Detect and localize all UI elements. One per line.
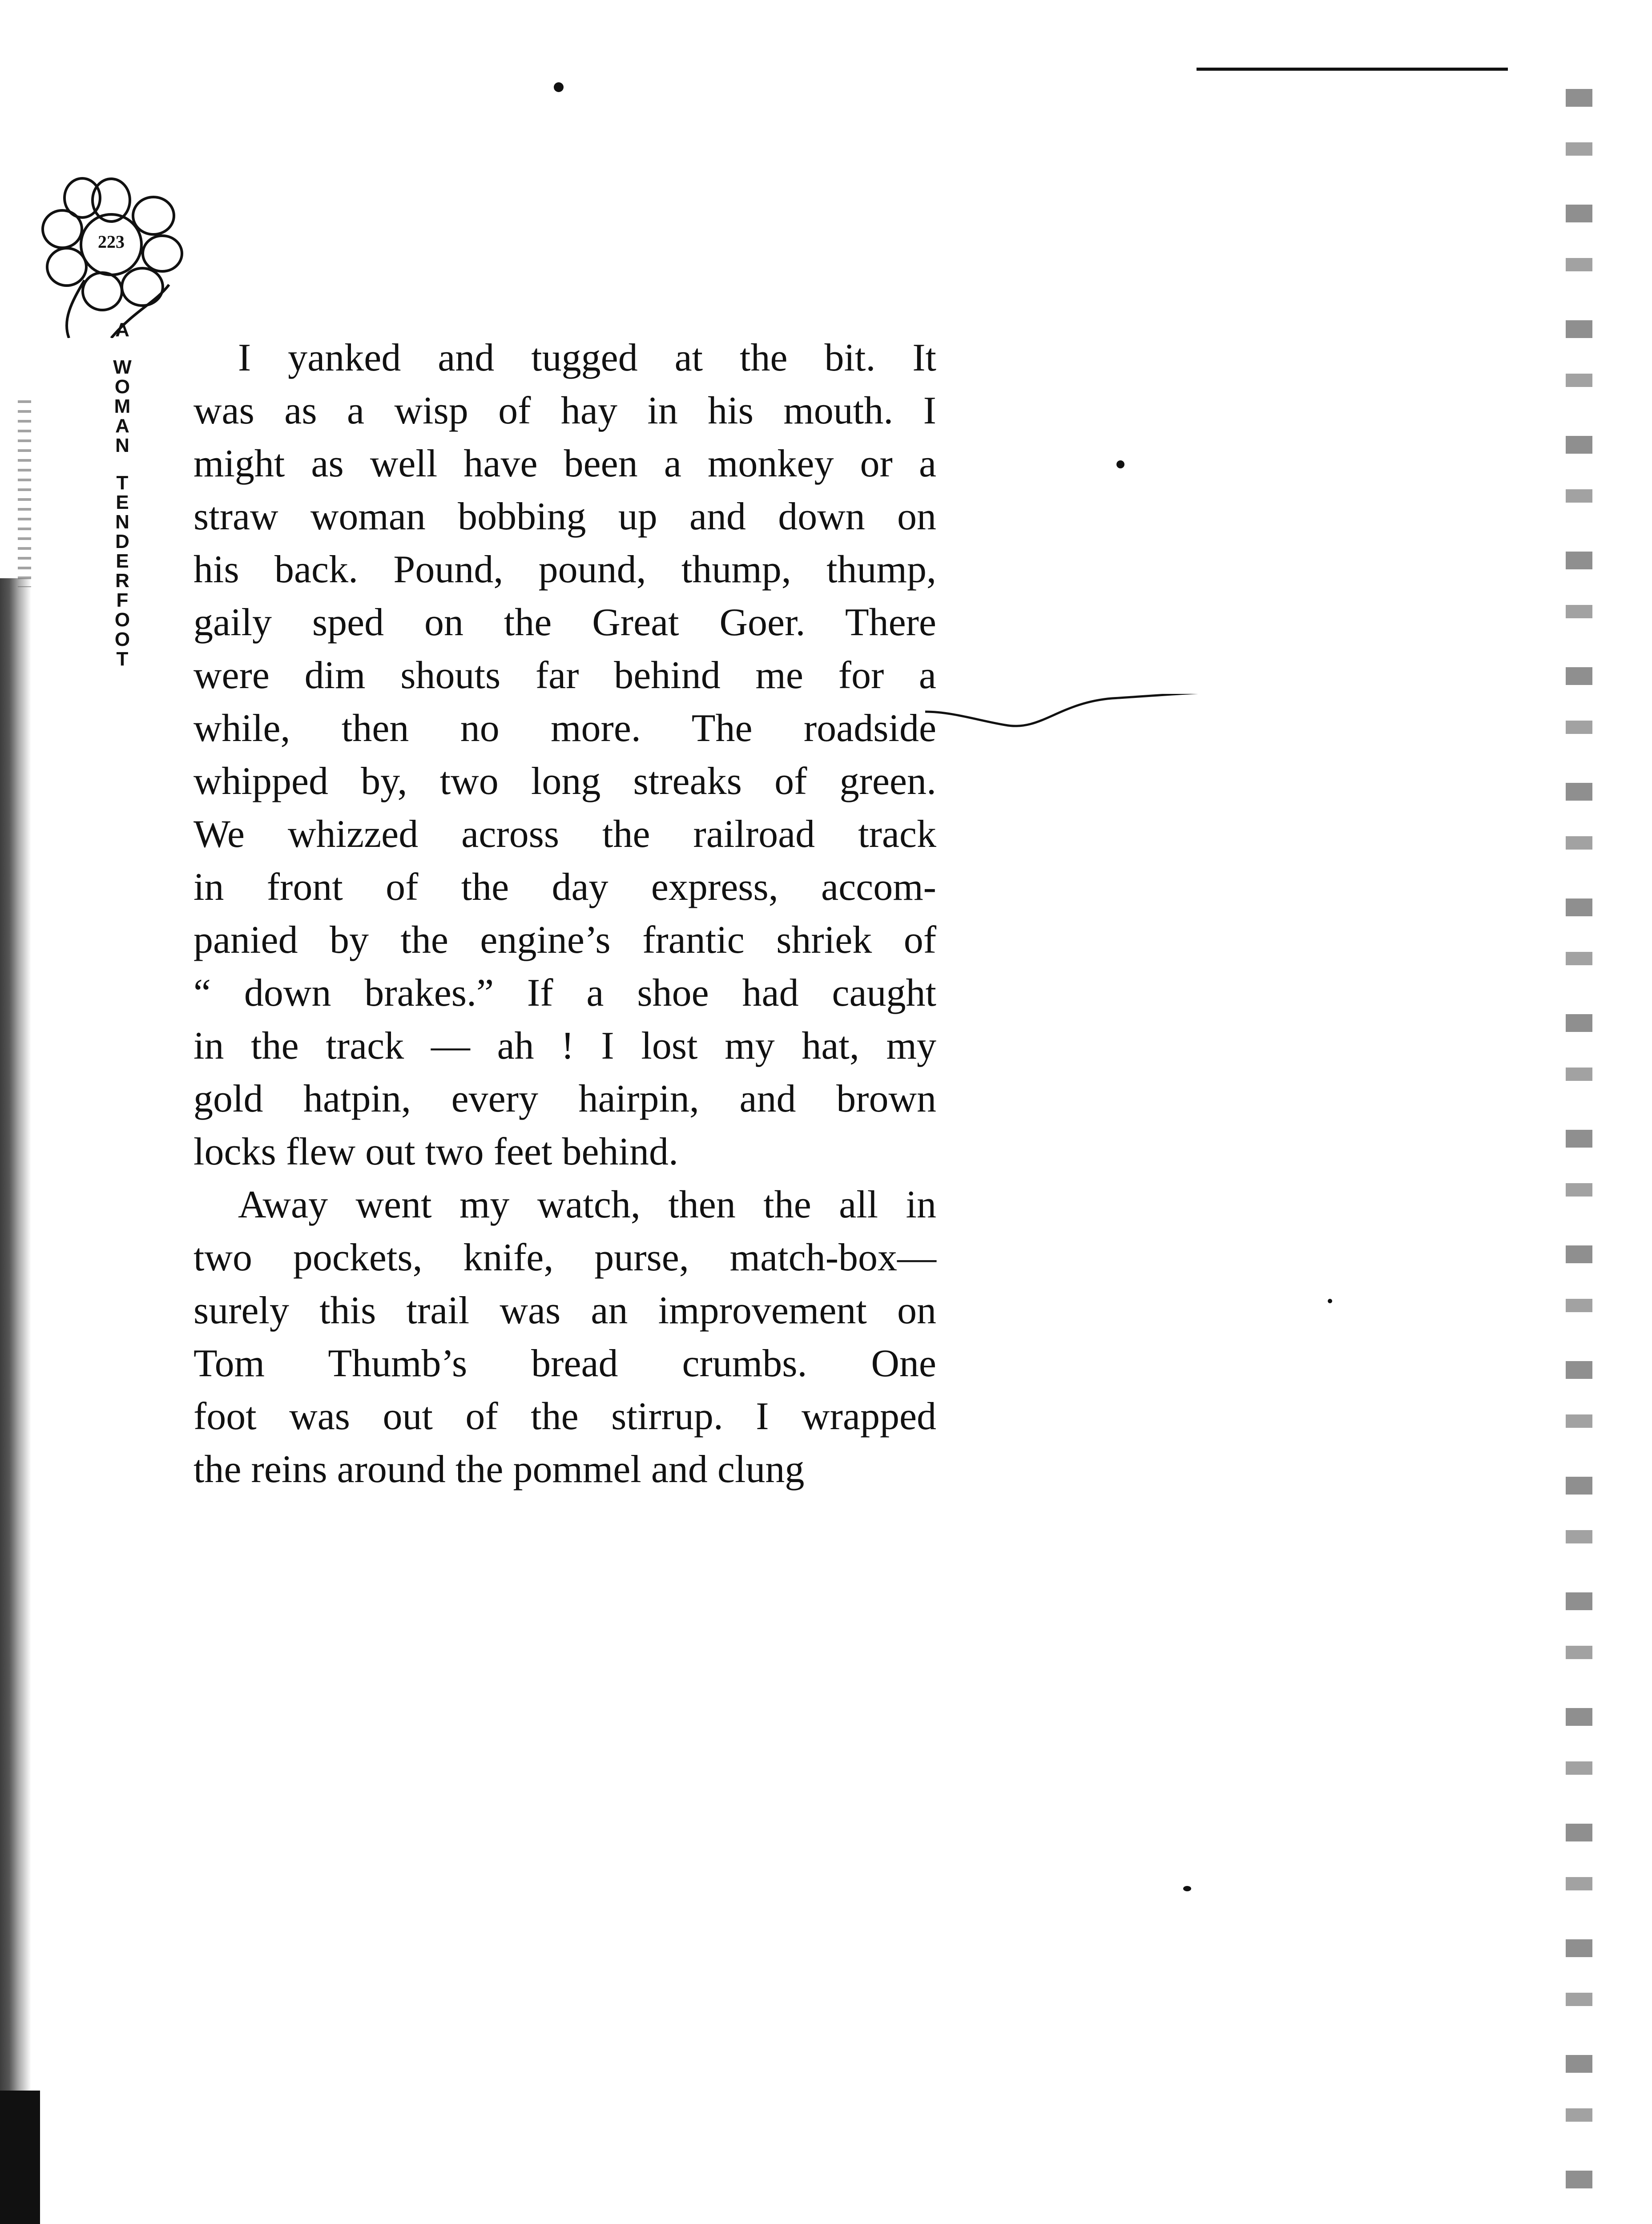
paragraph <box>193 1178 936 1496</box>
binding-shadow-foot <box>0 2091 40 2224</box>
text-line: in front of the day express, accom- <box>193 866 936 909</box>
text-line: might as well have been a monkey or a <box>193 442 936 485</box>
running-title <box>105 320 140 669</box>
text-line: locks flew out two feet behind. <box>193 1130 678 1173</box>
text-line: was as a wisp of hay in his mouth. I <box>193 389 936 432</box>
text-line: whipped by, two long streaks of green. <box>193 760 936 803</box>
scan-speck <box>1183 1886 1191 1891</box>
text-line: I yanked and tugged at the bit. It <box>238 336 936 379</box>
scan-rule-top <box>1197 68 1508 71</box>
text-line: the reins around the pommel and clung <box>193 1448 805 1491</box>
text-line: panied by the engine’s frantic shriek of <box>193 919 936 962</box>
text-line: his back. Pound, pound, thump, thump, <box>193 548 936 591</box>
text-line: two pockets, knife, purse, match-box— <box>193 1236 936 1279</box>
text-line: Tom Thumb’s bread crumbs. One <box>193 1342 936 1385</box>
scan-speck <box>1116 460 1124 468</box>
text-line: “ down brakes.” If a shoe had caught <box>193 971 936 1015</box>
body-text <box>193 331 936 1496</box>
running-title-letter: A <box>115 415 129 437</box>
running-title-letter: E <box>116 492 129 513</box>
paragraph <box>193 331 936 1178</box>
running-title-letter: O <box>114 609 130 631</box>
text-line: gaily sped on the Great Goer. There <box>193 601 936 644</box>
running-title-letter: D <box>115 531 129 552</box>
binding-marks-left <box>18 400 31 587</box>
running-title-letter: E <box>116 550 129 572</box>
running-title-letter: O <box>114 376 130 398</box>
text-line: We whizzed across the railroad track <box>193 813 936 856</box>
edge-marks-right <box>1566 89 1592 2224</box>
scan-speck <box>554 82 564 92</box>
binding-shadow-left <box>0 578 31 2224</box>
stray-pen-stroke <box>925 694 1237 765</box>
text-line: Away went my watch, then the all in <box>238 1183 936 1226</box>
text-line: gold hatpin, every hairpin, and brown <box>193 1077 936 1120</box>
running-title-letter: A <box>115 319 129 341</box>
text-line: straw woman bobbing up and down on <box>193 495 936 538</box>
text-line: foot was out of the stirrup. I wrapped <box>193 1395 936 1438</box>
text-line: surely this trail was an improvement on <box>193 1289 936 1332</box>
text-line: were dim shouts far behind me for a <box>193 654 936 697</box>
flower-ornament-icon <box>36 169 187 341</box>
text-line: in the track — ah ! I lost my hat, my <box>193 1024 936 1068</box>
running-title-letter: O <box>114 629 130 650</box>
page-number: 223 <box>98 232 125 252</box>
running-title-letter: N <box>115 511 129 533</box>
text-line: while, then no more. The roadside <box>193 707 936 750</box>
running-title-letter: T <box>116 648 129 670</box>
scan-speck <box>1328 1299 1332 1303</box>
running-title-letter: N <box>115 435 129 456</box>
running-title-letter: M <box>114 395 131 417</box>
running-title-letter: W <box>113 356 132 378</box>
running-title-letter: F <box>116 589 129 611</box>
running-title-letter: R <box>115 570 129 592</box>
running-title-letter: T <box>116 472 129 494</box>
